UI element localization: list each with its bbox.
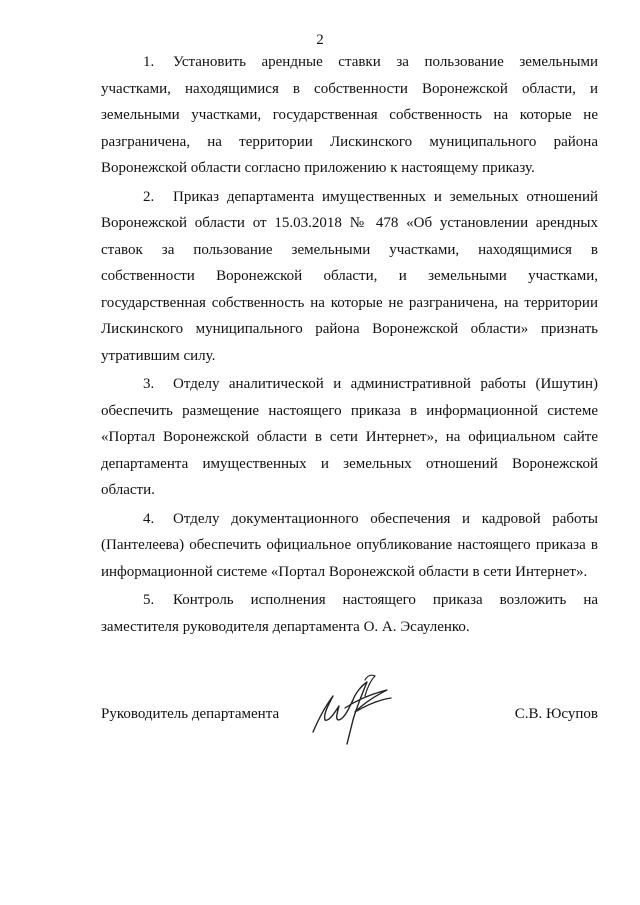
paragraph-text: Отделу документационного обеспечения и кадровой работы (Пантелеева) обеспечить официальное опубликование настоящего приказа в информационной системе «Портал Воронежской области в сети Интернет».: [101, 510, 598, 580]
paragraph-3: [101, 371, 598, 504]
paragraph-text: Приказ департамента имущественных и земельных отношений Воронежской области от 15.03.2018 № 478 «Об установлении арендных ставок за пользование земельными участками, находящимися в собственности Воронежской области, и земельными участками, государственная собственность на которые не разграничена, на территории Лискинского муниципального района Воронежской области» признать утратившим силу.: [101, 188, 598, 364]
paragraph-text: Контроль исполнения настоящего приказа возложить на заместителя руководителя департамента О. А. Эсауленко.: [101, 592, 598, 635]
paragraph-text: Отделу аналитической и административной работы (Ишутин) обеспечить размещение настоящего приказа в информационной системе «Портал Воронежской области в сети Интернет», на официальном сайте департамента имущественных и земельных отношений Воронежской области.: [101, 376, 598, 498]
paragraph-number: 5.: [143, 592, 155, 608]
signatory-name: С.В. Юсупов: [514, 706, 598, 722]
paragraph-number: 1.: [143, 54, 155, 70]
paragraph-number: 4.: [143, 510, 155, 527]
signatory-position: Руководитель департамента: [101, 706, 280, 722]
page-number: 2: [316, 32, 324, 48]
paragraph-number: 2.: [143, 188, 155, 205]
paragraph-5: [101, 587, 598, 640]
paragraph-text: Установить арендные ставки за пользование земельными участками, находящимися в собственности Воронежской области, и земельными участками, государственная собственность на которые не разграничена, на территории Лискинского муниципального района Воронежской области согласно приложению к настоящему приказу.: [101, 54, 598, 176]
paragraph-number: 3.: [143, 376, 155, 392]
signature-block: [101, 701, 598, 727]
document-body: [101, 49, 598, 642]
paragraph-4: [101, 506, 598, 586]
paragraph-1: [101, 49, 598, 182]
paragraph-2: [101, 184, 598, 370]
